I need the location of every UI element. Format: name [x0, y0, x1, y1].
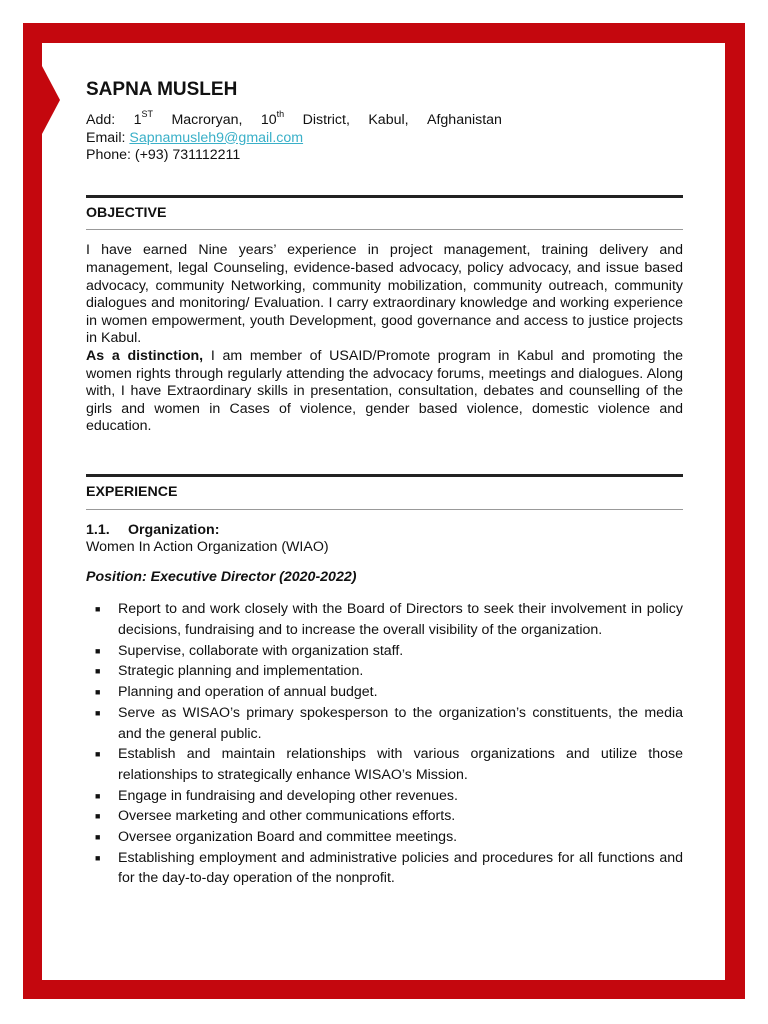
bullet-icon: ■ — [95, 707, 101, 718]
objective-divider — [86, 229, 683, 230]
objective-heading: OBJECTIVE — [86, 204, 167, 221]
red-tab-marker — [42, 66, 60, 134]
address-district-number: 10th — [260, 109, 285, 128]
position-title: Position: Executive Director (2020-2022) — [86, 568, 357, 585]
list-item: ■ Oversee marketing and other communications efforts. — [86, 806, 683, 827]
bullet-icon: ■ — [95, 645, 101, 656]
distinction-label: As a distinction, — [86, 347, 204, 364]
phone-line: Phone: (+93) 731112211 — [86, 147, 241, 164]
address-label: Add: — [86, 112, 116, 128]
address-district: District, — [302, 112, 350, 128]
email-line — [86, 130, 683, 148]
bullet-icon: ■ — [95, 852, 101, 863]
address-country: Afghanistan — [427, 112, 502, 128]
organization-label: Organization: — [128, 521, 220, 538]
resume-content — [86, 78, 683, 889]
list-item: ■ Supervise, collaborate with organization staff. — [86, 641, 683, 662]
candidate-name: SAPNA MUSLEH — [86, 79, 238, 100]
bullet-icon: ■ — [95, 749, 101, 760]
email-label: Email: — [86, 129, 126, 146]
list-item: ■ Oversee organization Board and committee meetings. — [86, 827, 683, 848]
bullet-icon: ■ — [95, 666, 101, 677]
experience-heading: EXPERIENCE — [86, 483, 178, 500]
organization-heading — [86, 522, 683, 540]
address-number: 1ST — [133, 109, 154, 128]
bullet-icon: ■ — [95, 604, 101, 615]
organization-name: Women In Action Organization (WIAO) — [86, 539, 329, 556]
list-item: ■ Establish and maintain relationships with various organizations and utilize those relationships to strategically enhance WISAO’s Mission. — [95, 746, 683, 783]
bullet-icon: ■ — [95, 687, 101, 698]
bullet-icon: ■ — [95, 811, 101, 822]
email-link[interactable]: Sapnamusleh9@gmail.com — [129, 129, 304, 146]
bullet-icon: ■ — [95, 790, 101, 801]
list-item: ■ Report to and work closely with the Board of Directors to seek their involvement in policy decisions, fundraising and to increase the overall visibility of the organization. — [95, 601, 683, 638]
list-item: ■ Strategic planning and implementation. — [86, 661, 683, 682]
duties-list — [86, 599, 683, 889]
list-item: ■ Engage in fundraising and developing other revenues. — [86, 786, 683, 807]
objective-paragraph: I have earned Nine years’ experience in project management, training delivery and management, legal Counseling, evidence-based advocacy, policy advocacy, and issue based advocacy, community Networking, community mobilization, community outreach, community dialogues and monitoring/ Evaluation. I carry extraordinary knowledge and working experience in women empowerment, youth Development, good governance and access to justice projects in Kabul. — [86, 242, 683, 347]
experience-divider — [86, 509, 683, 510]
bullet-icon: ■ — [95, 832, 101, 843]
distinction-text: I am member of USAID/Promote program in Kabul and promoting the women rights through regularly attending the advocacy forums, meetings and dialogues. Along with, I have Extraordinary skills in presentation, consultation, debates and counselling of the girls and women in Cases of violence, gender based violence, domestic violence and education. — [86, 347, 683, 435]
list-item: ■ Planning and operation of annual budget. — [86, 682, 683, 703]
address-city: Kabul, — [368, 112, 409, 128]
address-line — [86, 109, 502, 130]
list-item: ■ Establishing employment and administrative policies and procedures for all functions and for the day-to-day operation of the nonprofit. — [95, 849, 683, 887]
organization-number: 1.1. — [86, 521, 110, 538]
list-item: ■ Serve as WISAO’s primary spokesperson to the organization’s constituents, the media and the general public. — [95, 704, 683, 742]
distinction-paragraph — [86, 348, 683, 436]
address-street: Macroryan, — [171, 112, 243, 128]
